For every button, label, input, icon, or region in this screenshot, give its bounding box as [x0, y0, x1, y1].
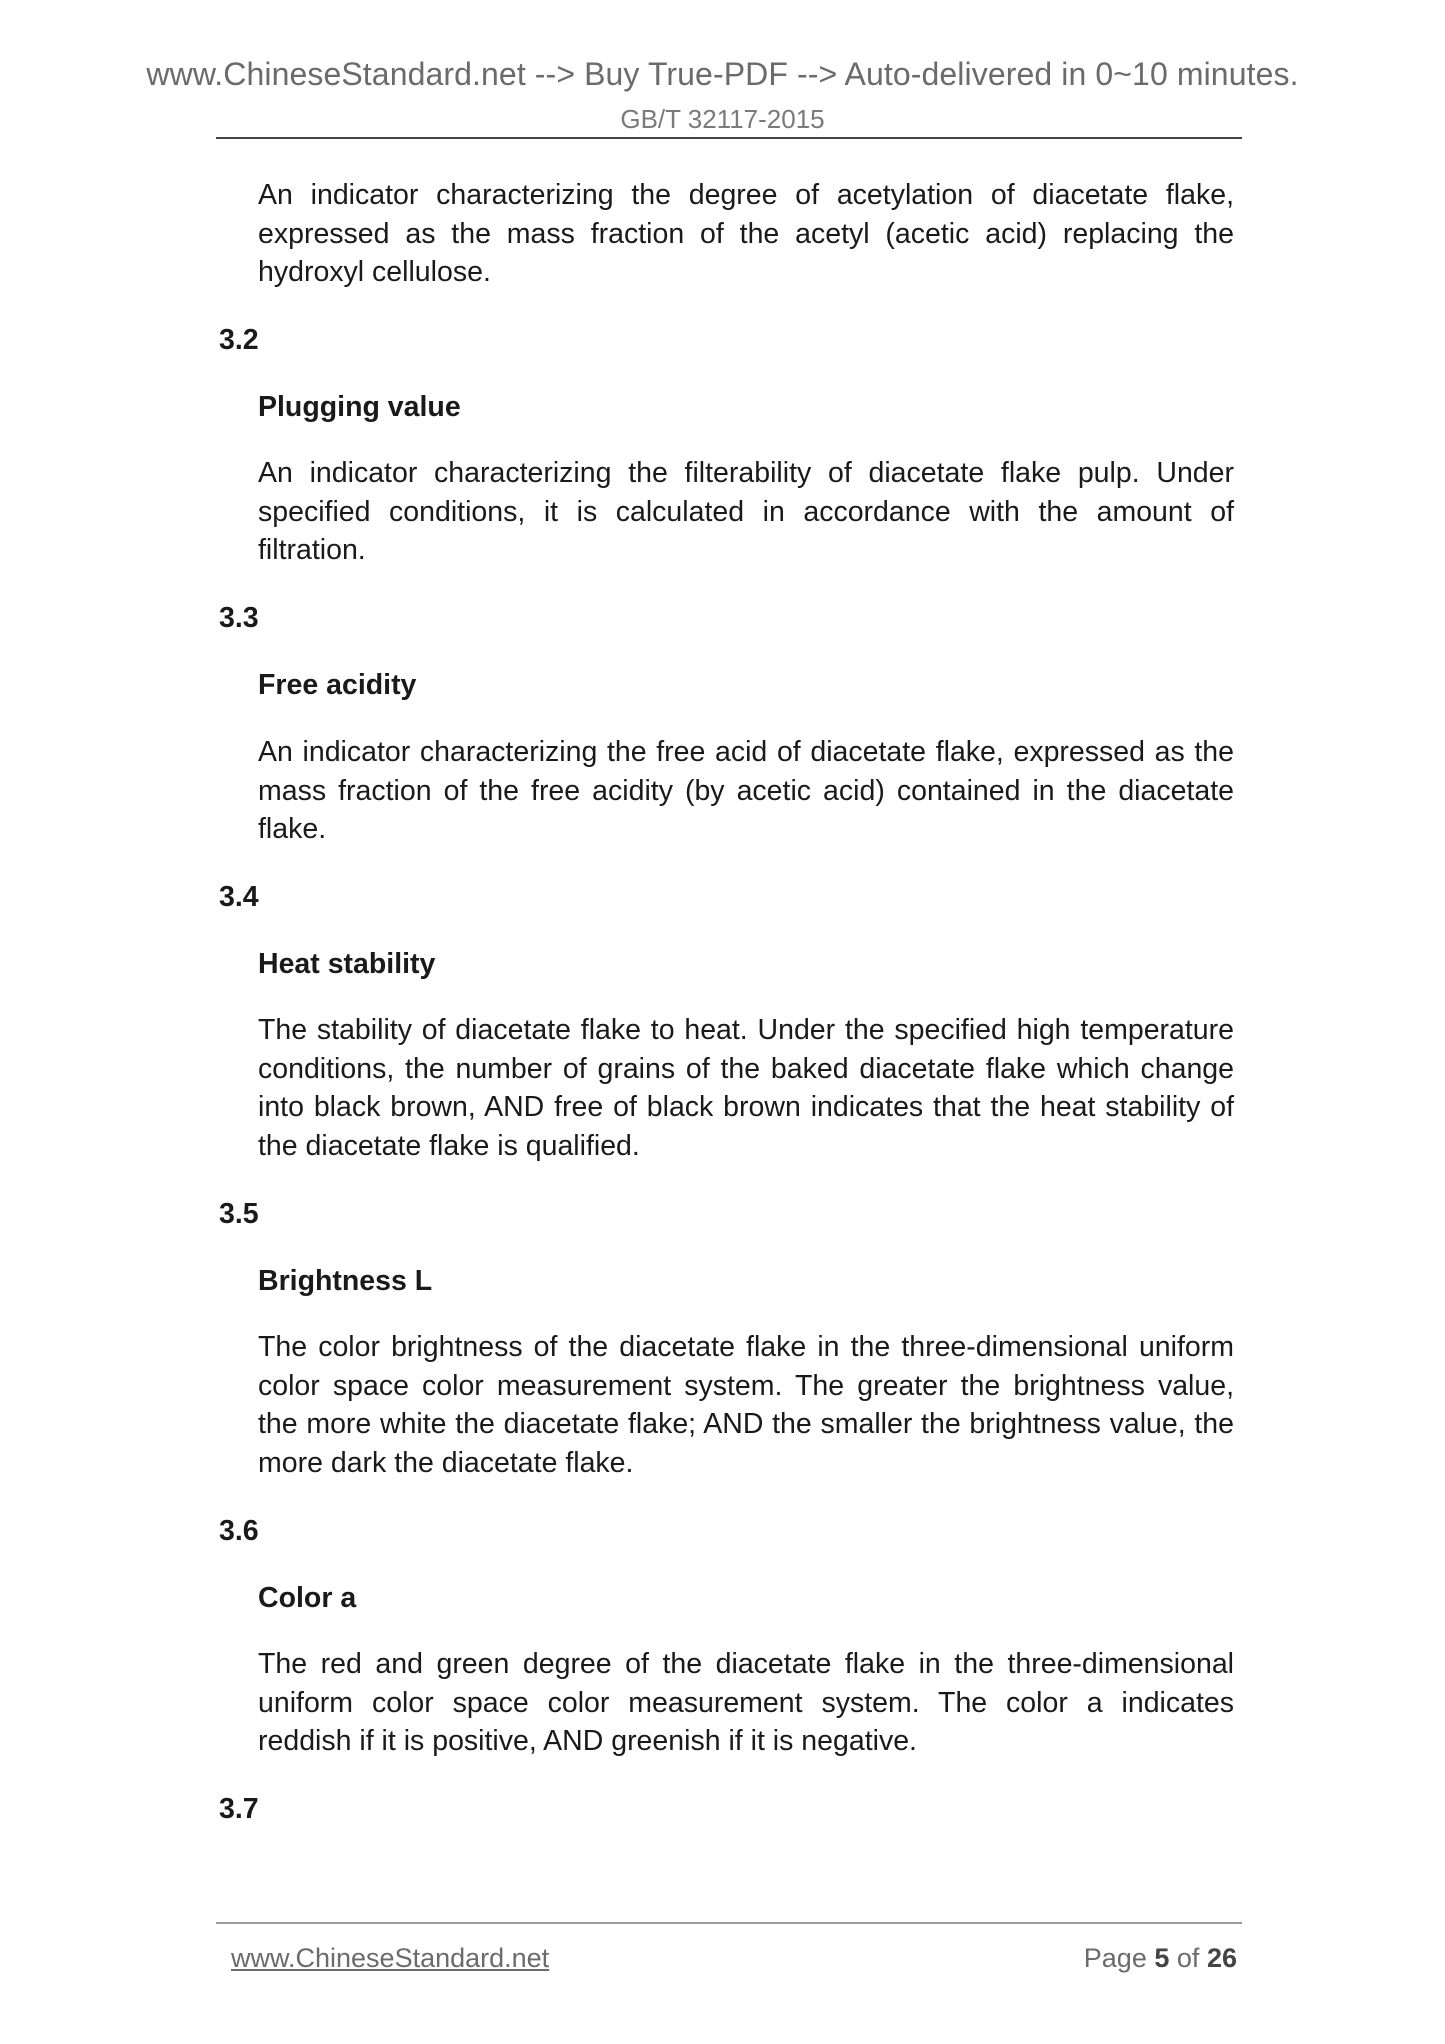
intro-paragraph: An indicator characterizing the degree of acetylation of diacetate flake, expressed as the mass fraction of the acetyl (acetic acid) replacing the hydroxyl cellulose.: [258, 179, 1234, 288]
header-divider: [216, 137, 1242, 139]
footer-website-link[interactable]: www.ChineseStandard.net: [231, 1943, 550, 1973]
section-number: 3.3: [219, 602, 259, 634]
term-definition: An indicator characterizing the free acid of diacetate flake, expressed as the mass fraction of the free acidity (by acetic acid) contained in the diacetate flake.: [258, 736, 1234, 845]
section-number: 3.7: [219, 1793, 259, 1825]
page-of: of: [1176, 1943, 1200, 1973]
page-indicator: [1084, 1943, 1237, 1974]
term-heading: Heat stability: [258, 948, 436, 980]
page-prefix: Page: [1083, 1943, 1147, 1973]
section-number: 3.5: [219, 1198, 259, 1230]
section-number: 3.2: [219, 324, 259, 356]
term-definition: The color brightness of the diacetate flake in the three-dimensional uniform color space color measurement system. The greater the brightness value, the more white the diacetate flake; AND the smaller the brightness value, the more dark the diacetate flake.: [258, 1331, 1234, 1479]
term-definition: The red and green degree of the diacetate flake in the three-dimensional uniform color space color measurement system. The color a indicates reddish if it is positive, AND greenish if it is negative.: [258, 1648, 1234, 1757]
term-definition: The stability of diacetate flake to heat. Under the specified high temperature conditions, the number of grains of the baked diacetate flake which change into black brown, AND free of black brown indicates that the heat stability of the diacetate flake is qualified.: [258, 1014, 1234, 1162]
term-heading: Brightness L: [258, 1265, 433, 1297]
term-definition: An indicator characterizing the filterability of diacetate flake pulp. Under specified conditions, it is calculated in accordance with the amount of filtration.: [258, 457, 1234, 566]
term-heading: Color a: [258, 1582, 357, 1614]
term-heading: Plugging value: [258, 391, 461, 423]
header-banner: www.ChineseStandard.net --> Buy True-PDF --> Auto-delivered in 0~10 minutes.: [146, 56, 1299, 92]
page-current: 5: [1154, 1943, 1170, 1973]
term-heading: Free acidity: [258, 669, 417, 701]
section-number: 3.4: [219, 881, 259, 913]
page-total: 26: [1206, 1943, 1237, 1973]
section-number: 3.6: [219, 1515, 259, 1547]
standard-code: GB/T 32117-2015: [620, 104, 825, 134]
footer-divider: [216, 1922, 1242, 1924]
